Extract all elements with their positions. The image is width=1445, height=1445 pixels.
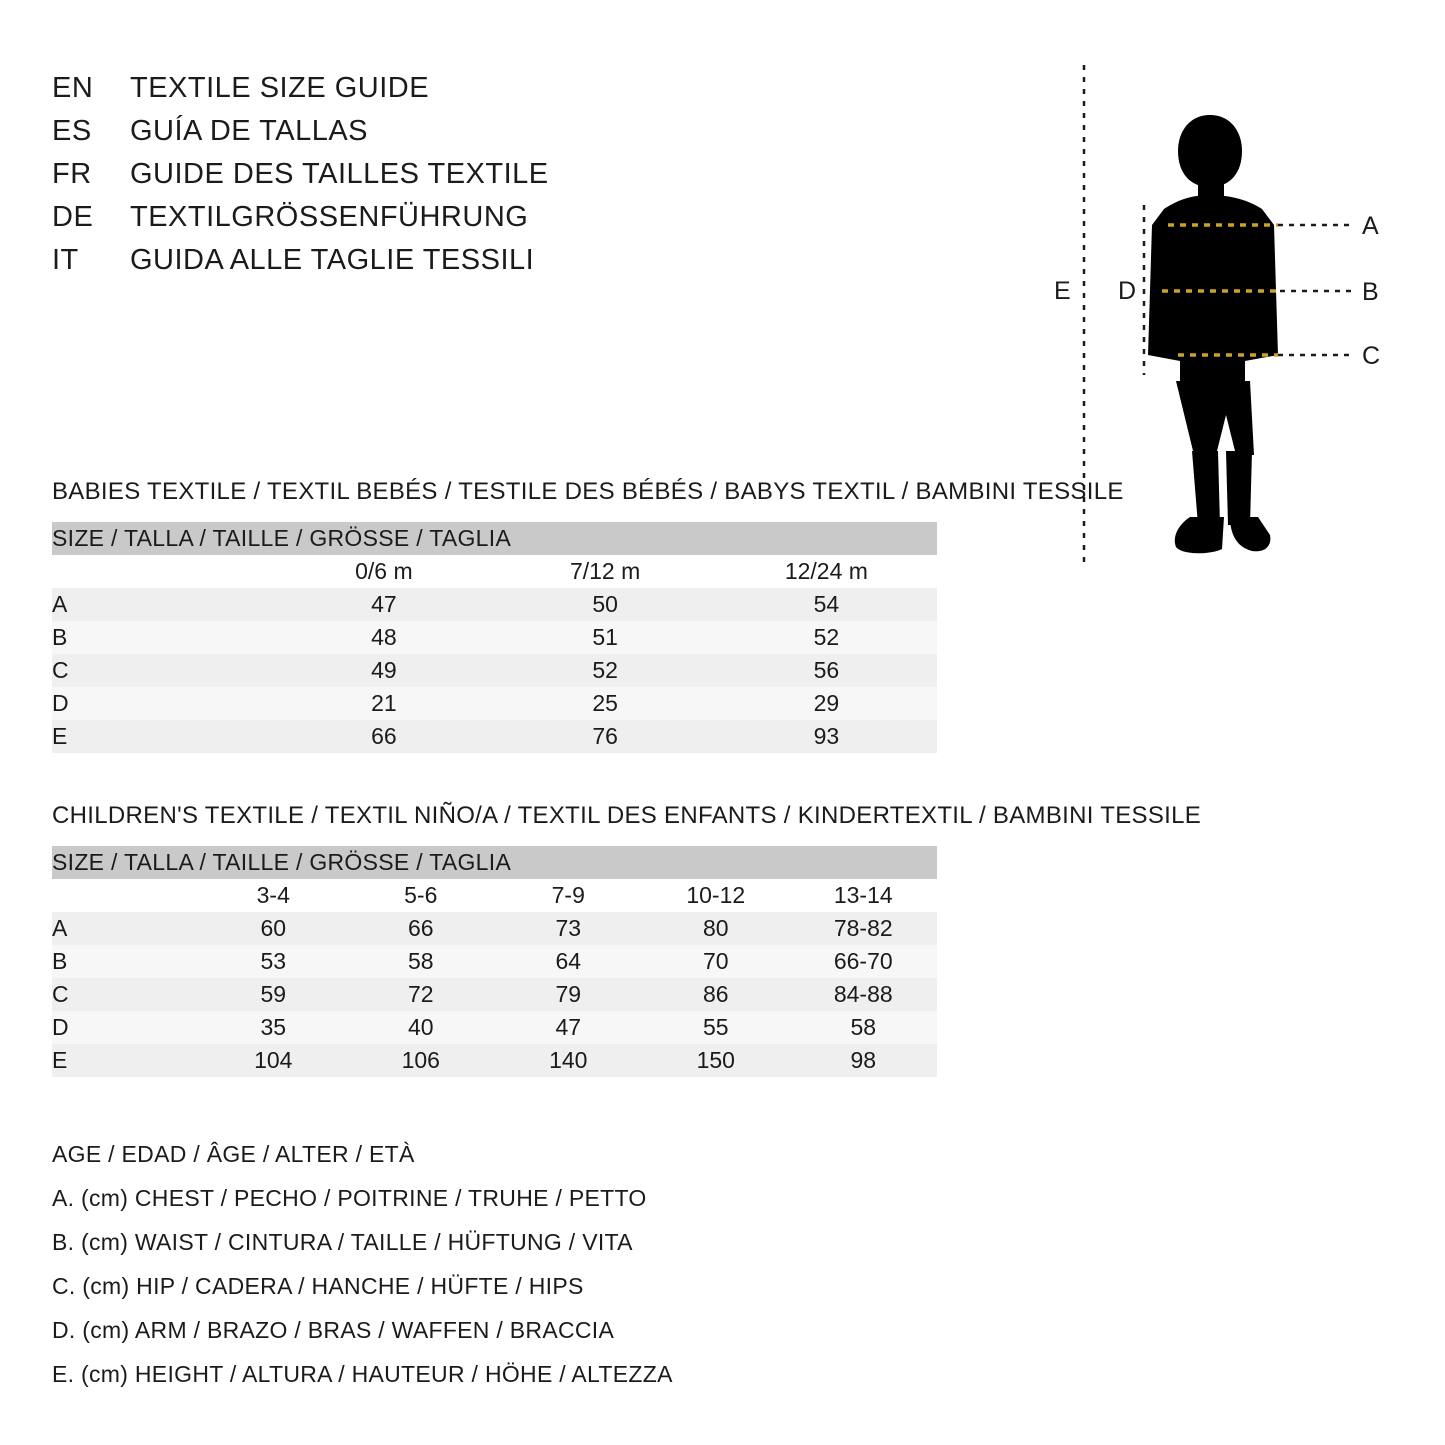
children-cell-e-0: 104 (200, 1044, 348, 1077)
table-row (52, 912, 937, 945)
children-col-1: 5-6 (347, 879, 495, 912)
language-code-en: EN (52, 72, 94, 104)
children-band-header (52, 846, 937, 879)
babies-cell-b-2: 52 (716, 621, 937, 654)
children-row-label-e: E (52, 1044, 200, 1077)
children-cell-b-4: 66-70 (790, 945, 938, 978)
measurement-legend (52, 1132, 952, 1396)
children-col-0: 3-4 (200, 879, 348, 912)
babies-row-label-b: B (52, 621, 273, 654)
children-cell-c-0: 59 (200, 978, 348, 1011)
babies-col-1: 7/12 m (495, 555, 716, 588)
children-cell-c-2: 79 (495, 978, 643, 1011)
title-row (52, 158, 752, 201)
title-row (52, 201, 752, 244)
figure-label-c: C (1362, 342, 1381, 370)
children-row-label-a: A (52, 912, 200, 945)
table-row (52, 588, 937, 621)
children-size-table (52, 846, 937, 1077)
children-cell-b-3: 70 (642, 945, 790, 978)
legend-line-a-chest: A. (cm) CHEST / PECHO / POITRINE / TRUHE / PETTO (52, 1185, 647, 1211)
children-column-headers (52, 879, 937, 912)
language-code-es: ES (52, 115, 92, 147)
title-text-de: TEXTILGRÖSSENFÜHRUNG (130, 201, 529, 233)
figure-label-e: E (1054, 277, 1071, 305)
babies-cell-e-2: 93 (716, 720, 937, 753)
children-cell-e-1: 106 (347, 1044, 495, 1077)
babies-cell-a-0: 47 (273, 588, 494, 621)
children-cell-a-2: 73 (495, 912, 643, 945)
babies-cell-c-2: 56 (716, 654, 937, 687)
children-row-label-c: C (52, 978, 200, 1011)
table-row (52, 978, 937, 1011)
language-code-fr: FR (52, 158, 92, 190)
children-cell-d-2: 47 (495, 1011, 643, 1044)
legend-line-e-height: E. (cm) HEIGHT / ALTURA / HAUTEUR / HÖHE / ALTEZZA (52, 1361, 673, 1387)
babies-cell-c-1: 52 (495, 654, 716, 687)
children-row-label-b: B (52, 945, 200, 978)
babies-cell-b-0: 48 (273, 621, 494, 654)
children-cell-a-0: 60 (200, 912, 348, 945)
children-cell-d-4: 58 (790, 1011, 938, 1044)
children-cell-b-2: 64 (495, 945, 643, 978)
babies-size-table (52, 522, 937, 753)
babies-row-label-c: C (52, 654, 273, 687)
babies-cell-e-1: 76 (495, 720, 716, 753)
babies-cell-c-0: 49 (273, 654, 494, 687)
legend-line-d-arm: D. (cm) ARM / BRAZO / BRAS / WAFFEN / BRACCIA (52, 1317, 615, 1343)
table-row (52, 945, 937, 978)
children-cell-e-2: 140 (495, 1044, 643, 1077)
babies-cell-d-0: 21 (273, 687, 494, 720)
children-cell-c-3: 86 (642, 978, 790, 1011)
children-row-label-d: D (52, 1011, 200, 1044)
figure-label-b: B (1362, 278, 1379, 306)
language-title-block (52, 72, 752, 287)
title-row (52, 115, 752, 158)
title-row (52, 244, 752, 287)
children-cell-b-0: 53 (200, 945, 348, 978)
children-cell-a-4: 78-82 (790, 912, 938, 945)
figure-label-d: D (1118, 277, 1137, 305)
legend-line-b-waist: B. (cm) WAIST / CINTURA / TAILLE / HÜFTUNG / VITA (52, 1229, 633, 1255)
babies-corner-cell (52, 555, 273, 588)
children-cell-b-1: 58 (347, 945, 495, 978)
title-text-en: TEXTILE SIZE GUIDE (130, 72, 430, 104)
table-row (52, 1011, 937, 1044)
children-size-section (52, 802, 1202, 1077)
children-cell-a-1: 66 (347, 912, 495, 945)
children-band-label: SIZE / TALLA / TAILLE / GRÖSSE / TAGLIA (52, 846, 937, 879)
babies-cell-d-2: 29 (716, 687, 937, 720)
title-row (52, 72, 752, 115)
children-col-4: 13-14 (790, 879, 938, 912)
babies-cell-d-1: 25 (495, 687, 716, 720)
babies-band-label: SIZE / TALLA / TAILLE / GRÖSSE / TAGLIA (52, 522, 937, 555)
babies-size-section (52, 478, 1182, 753)
children-cell-a-3: 80 (642, 912, 790, 945)
language-code-it: IT (52, 244, 79, 276)
children-cell-e-4: 98 (790, 1044, 938, 1077)
children-corner-cell (52, 879, 200, 912)
title-text-it: GUIDA ALLE TAGLIE TESSILI (130, 244, 535, 276)
children-cell-c-1: 72 (347, 978, 495, 1011)
babies-row-label-e: E (52, 720, 273, 753)
children-cell-c-4: 84-88 (790, 978, 938, 1011)
babies-row-label-a: A (52, 588, 273, 621)
table-row (52, 687, 937, 720)
figure-label-a: A (1362, 212, 1379, 240)
table-row (52, 1044, 937, 1077)
babies-column-headers (52, 555, 937, 588)
title-text-fr: GUIDE DES TAILLES TEXTILE (130, 158, 549, 190)
legend-line-c-hip: C. (cm) HIP / CADERA / HANCHE / HÜFTE / HIPS (52, 1273, 584, 1299)
children-section-title: CHILDREN'S TEXTILE / TEXTIL NIÑO/A / TEXTIL DES ENFANTS / KINDERTEXTIL / BAMBINI TESSILE (52, 802, 1202, 829)
babies-cell-b-1: 51 (495, 621, 716, 654)
children-cell-d-1: 40 (347, 1011, 495, 1044)
babies-cell-a-1: 50 (495, 588, 716, 621)
babies-row-label-d: D (52, 687, 273, 720)
title-text-es: GUÍA DE TALLAS (130, 115, 369, 147)
children-cell-d-0: 35 (200, 1011, 348, 1044)
babies-cell-a-2: 54 (716, 588, 937, 621)
babies-col-2: 12/24 m (716, 555, 937, 588)
children-col-3: 10-12 (642, 879, 790, 912)
legend-line-age: AGE / EDAD / ÂGE / ALTER / ETÀ (52, 1141, 415, 1167)
table-row (52, 621, 937, 654)
language-code-de: DE (52, 201, 94, 233)
table-row (52, 720, 937, 753)
children-col-2: 7-9 (495, 879, 643, 912)
babies-col-0: 0/6 m (273, 555, 494, 588)
babies-section-title: BABIES TEXTILE / TEXTIL BEBÉS / TESTILE DES BÉBÉS / BABYS TEXTIL / BAMBINI TESSILE (52, 478, 1124, 505)
children-cell-e-3: 150 (642, 1044, 790, 1077)
table-row (52, 654, 937, 687)
babies-band-header (52, 522, 937, 555)
babies-cell-e-0: 66 (273, 720, 494, 753)
children-cell-d-3: 55 (642, 1011, 790, 1044)
